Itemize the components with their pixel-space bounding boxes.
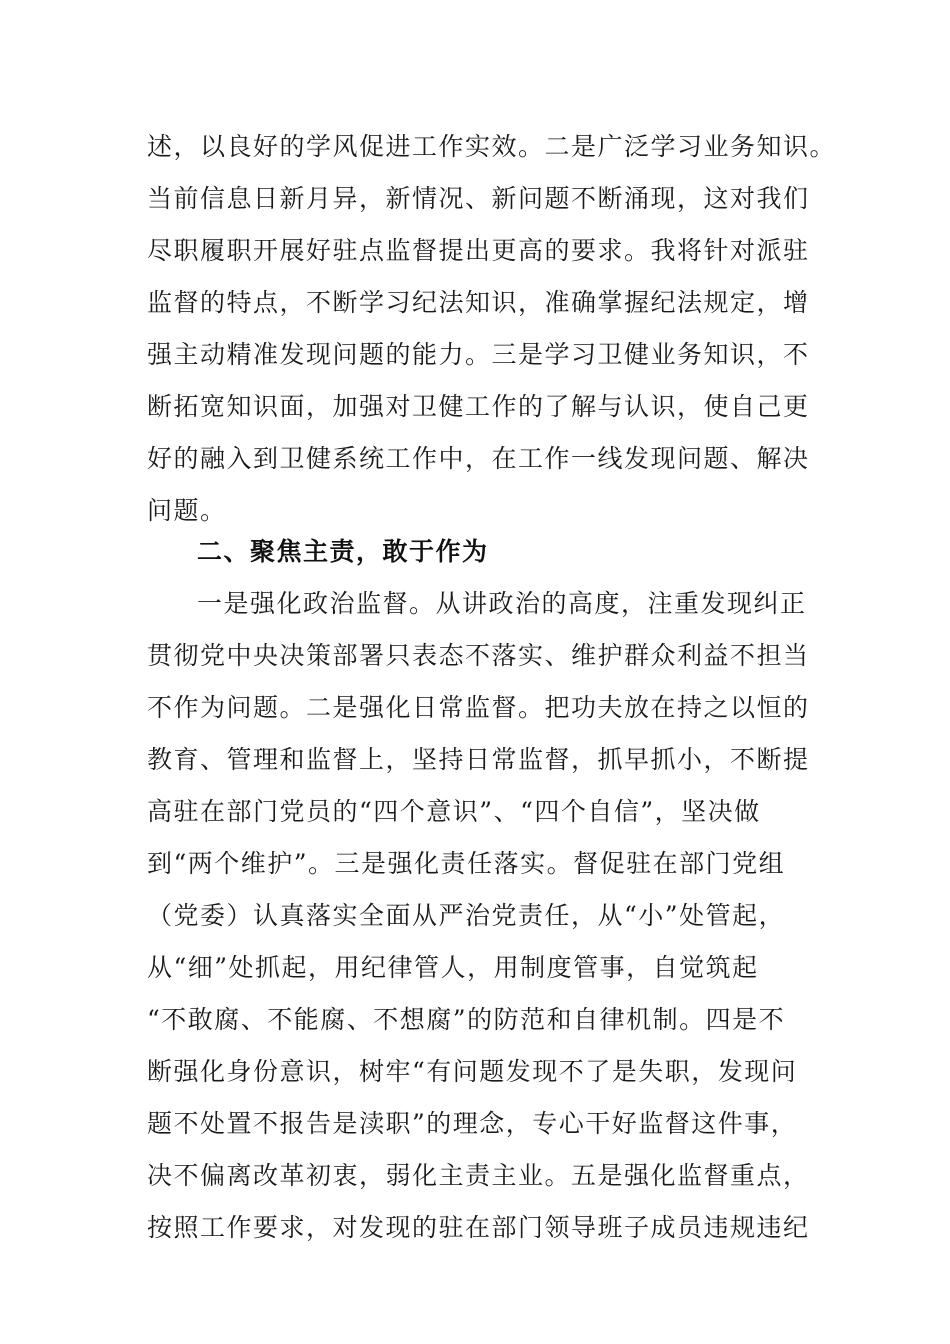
- paragraph-line: 监督的特点，不断学习纪法知识，准确掌握纪法规定，增: [147, 288, 810, 317]
- paragraph-line: 贯彻党中央决策部署只表态不落实、维护群众利益不担当: [147, 641, 810, 670]
- paragraph-line: 按照工作要求，对发现的驻在部门领导班子成员违规违纪: [147, 1213, 810, 1242]
- paragraph-line: 从“细”处抓起，用纪律管人，用制度管事，自觉筑起: [147, 953, 759, 982]
- section-heading: 二、聚焦主责，敢于作为: [197, 537, 489, 566]
- paragraph-line: 尽职履职开展好驻点监督提出更高的要求。我将针对派驻: [147, 236, 810, 265]
- paragraph-line: 好的融入到卫健系统工作中，在工作一线发现问题、解决: [147, 444, 810, 473]
- paragraph-line: 不作为问题。二是强化日常监督。把功夫放在持之以恒的: [147, 693, 810, 722]
- paragraph-line: 断拓宽知识面，加强对卫健工作的了解与认识，使自己更: [147, 392, 810, 421]
- paragraph-line: （党委）认真落实全面从严治党责任，从“小”处管起，: [147, 901, 786, 930]
- paragraph-line: 一是强化政治监督。从讲政治的高度，注重发现纠正: [197, 589, 807, 618]
- paragraph-line: 到“两个维护”。三是强化责任落实。督促驻在部门党组: [147, 849, 786, 878]
- paragraph-line: 当前信息日新月异，新情况、新问题不断涌现，这对我们: [147, 184, 810, 213]
- paragraph-study: [147, 121, 837, 537]
- paragraph-line: 高驻在部门党员的“四个意识”、“四个自信”，坚决做: [147, 797, 761, 826]
- paragraph-line: 强主动精准发现问题的能力。三是学习卫健业务知识，不: [147, 340, 810, 369]
- paragraph-supervision: [147, 578, 810, 1254]
- paragraph-line: 断强化身份意识，树牢“有问题发现不了是失职，发现问: [147, 1057, 798, 1086]
- paragraph-line: “不敢腐、不能腐、不想腐”的防范和自律机制。四是不: [147, 1005, 786, 1034]
- paragraph-line: 决不偏离改革初衷，弱化主责主业。五是强化监督重点，: [147, 1161, 810, 1190]
- paragraph-line: 题不处置不报告是渎职”的理念，专心干好监督这件事，: [147, 1109, 798, 1138]
- paragraph-line: 教育、管理和监督上，坚持日常监督，抓早抓小，不断提: [147, 745, 810, 774]
- paragraph-line: 述，以良好的学风促进工作实效。二是广泛学习业务知识。: [147, 132, 837, 161]
- paragraph-line: 问题。: [147, 496, 227, 525]
